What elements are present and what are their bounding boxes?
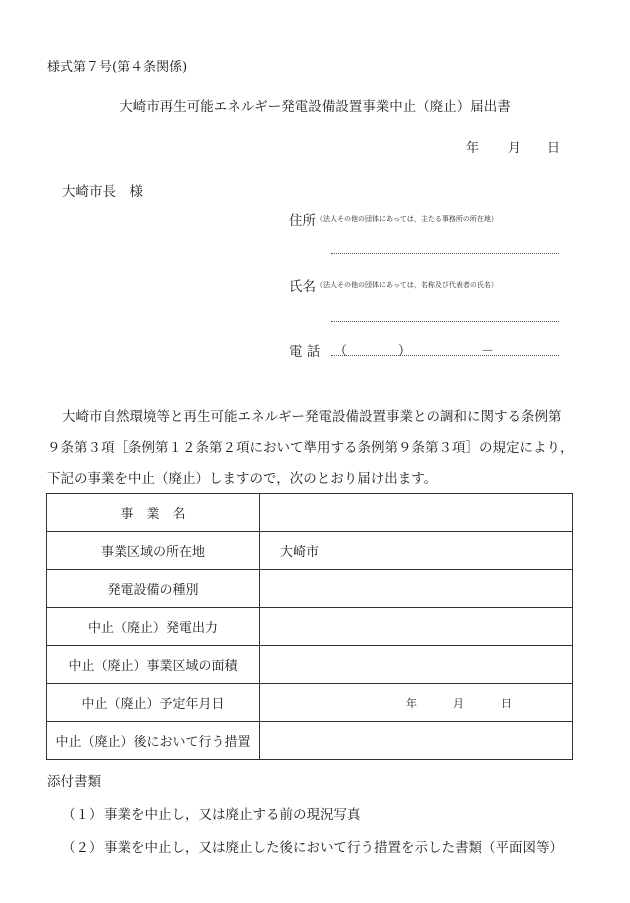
phone-close-paren: ） bbox=[398, 344, 412, 359]
attachment-item bbox=[62, 803, 361, 823]
name-input-line[interactable] bbox=[331, 321, 559, 322]
scheduled-date-day: 日 bbox=[501, 697, 512, 710]
address-label: 住所 bbox=[289, 213, 316, 229]
address-input-line[interactable] bbox=[331, 253, 559, 254]
table-row bbox=[47, 608, 573, 646]
attachment-item bbox=[62, 836, 563, 856]
name-label: 氏名 bbox=[289, 279, 316, 295]
attachment-number: （１） bbox=[62, 807, 103, 823]
table-row bbox=[47, 570, 573, 608]
date-month-label: 月 bbox=[508, 141, 522, 156]
name-note: （法人その他の団体にあっては，名称及び代表者の氏名） bbox=[316, 281, 498, 289]
addressee: 大崎市長 様 bbox=[62, 184, 143, 200]
attachments-heading: 添付書類 bbox=[47, 774, 101, 790]
body-line-1: 大崎市自然環境等と再生可能エネルギー発電設備設置事業との調和に関する条例第 bbox=[62, 409, 562, 425]
equipment-type-value[interactable] bbox=[260, 570, 573, 608]
project-name-value[interactable] bbox=[260, 494, 573, 532]
project-name-label: 事 業 名 bbox=[47, 494, 260, 532]
date-day-label: 日 bbox=[547, 141, 561, 156]
output-label: 中止（廃止）発電出力 bbox=[47, 608, 260, 646]
body-line-2: ９条第３項［条例第１２条第２項において準用する条例第９条第３項］の規定により， bbox=[47, 440, 574, 456]
attachment-text: 事業を中止し，又は廃止する前の現況写真 bbox=[104, 807, 361, 823]
form-number: 様式第７号(第４条関係) bbox=[47, 60, 188, 75]
scheduled-date-label: 中止（廃止）予定年月日 bbox=[47, 684, 260, 722]
table-row bbox=[47, 722, 573, 760]
table-row bbox=[47, 646, 573, 684]
output-value[interactable] bbox=[260, 608, 573, 646]
attachment-number: （２） bbox=[62, 840, 103, 856]
table-row bbox=[47, 532, 573, 570]
scheduled-date-value[interactable] bbox=[260, 684, 573, 722]
post-measure-value[interactable] bbox=[260, 722, 573, 760]
phone-label: 電 話 bbox=[289, 344, 321, 360]
phone-dash: － bbox=[481, 344, 495, 359]
document-title: 大崎市再生可能エネルギー発電設備設置事業中止（廃止）届出書 bbox=[119, 99, 511, 115]
date-year-label: 年 bbox=[466, 141, 480, 156]
phone-input-line[interactable] bbox=[331, 355, 559, 356]
table-row bbox=[47, 494, 573, 532]
area-label: 中止（廃止）事業区域の面積 bbox=[47, 646, 260, 684]
body-line-3: 下記の事業を中止（廃止）しますので，次のとおり届け出ます。 bbox=[47, 471, 438, 487]
area-value[interactable] bbox=[260, 646, 573, 684]
post-measure-label: 中止（廃止）後において行う措置 bbox=[47, 722, 260, 760]
project-location-value[interactable]: 大崎市 bbox=[260, 532, 573, 570]
project-location-label: 事業区域の所在地 bbox=[47, 532, 260, 570]
equipment-type-label: 発電設備の種別 bbox=[47, 570, 260, 608]
table-row bbox=[47, 684, 573, 722]
address-note: （法人その他の団体にあっては，主たる事務所の所在地） bbox=[316, 215, 498, 223]
project-details-table bbox=[46, 493, 573, 760]
phone-open-paren: （ bbox=[334, 344, 348, 359]
scheduled-date-month: 月 bbox=[453, 697, 464, 710]
attachment-text: 事業を中止し，又は廃止した後において行う措置を示した書類（平面図等） bbox=[104, 840, 563, 856]
scheduled-date-year: 年 bbox=[406, 697, 417, 710]
